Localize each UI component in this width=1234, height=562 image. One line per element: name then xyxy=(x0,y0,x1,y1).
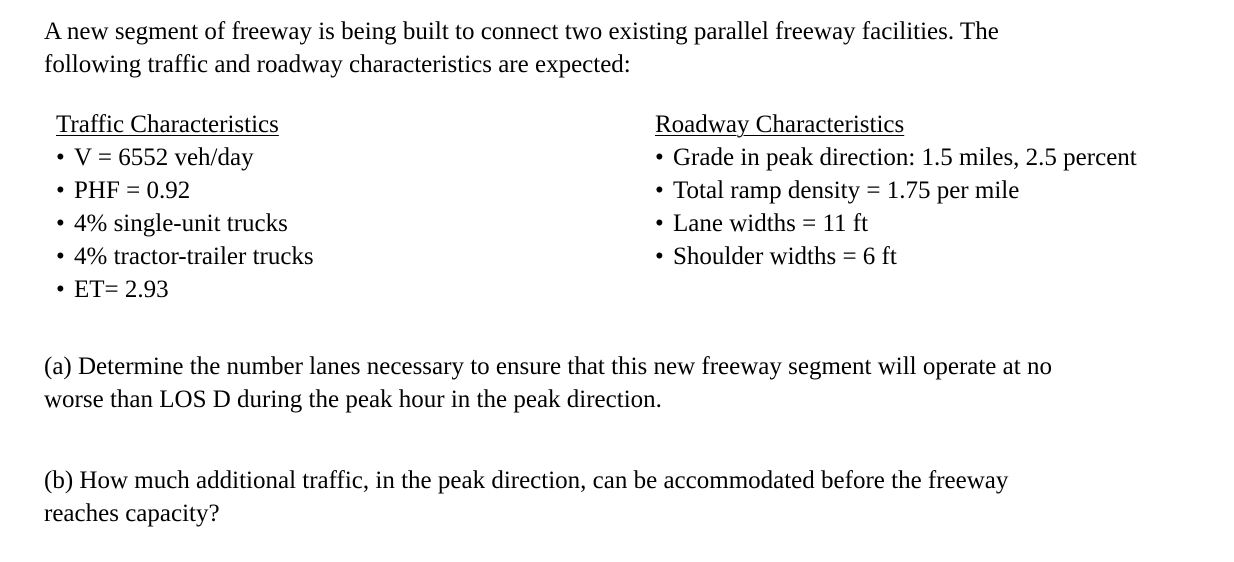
bullet-icon: • xyxy=(655,144,664,171)
list-item xyxy=(56,174,616,207)
list-item xyxy=(56,207,616,240)
roadway-characteristics-heading: Roadway Characteristics xyxy=(655,111,905,138)
intro-line-2: following traffic and roadway characteristics are expected: xyxy=(44,51,631,78)
bullet-icon: • xyxy=(56,144,65,171)
question-b-line-1: (b) How much additional traffic, in the peak direction, can be accommodated before the freeway xyxy=(44,467,1009,494)
list-item xyxy=(655,174,1225,207)
roadway-grade: Grade in peak direction: 1.5 miles, 2.5 percent xyxy=(673,144,1137,171)
roadway-shoulder-widths: Shoulder widths = 6 ft xyxy=(673,243,897,270)
bullet-icon: • xyxy=(56,177,65,204)
bullet-icon: • xyxy=(655,177,664,204)
question-a xyxy=(44,350,1214,416)
bullet-icon: • xyxy=(56,243,65,270)
intro-line-1: A new segment of freeway is being built to connect two existing parallel freeway facilities. The xyxy=(44,18,999,45)
roadway-characteristics-column xyxy=(655,108,1225,273)
bullet-icon: • xyxy=(655,243,664,270)
roadway-lane-widths: Lane widths = 11 ft xyxy=(673,210,869,237)
traffic-volume: V = 6552 veh/day xyxy=(74,144,254,171)
list-item xyxy=(56,273,616,306)
bullet-icon: • xyxy=(56,276,65,303)
traffic-characteristics-list xyxy=(56,141,616,306)
traffic-et: ET= 2.93 xyxy=(74,276,169,303)
list-item xyxy=(655,141,1225,174)
intro-paragraph xyxy=(44,15,1214,81)
traffic-single-unit-trucks: 4% single-unit trucks xyxy=(74,210,288,237)
traffic-characteristics-column xyxy=(56,108,616,306)
question-b-line-2: reaches capacity? xyxy=(44,500,220,527)
list-item xyxy=(56,240,616,273)
roadway-characteristics-list xyxy=(655,141,1225,273)
question-a-line-2: worse than LOS D during the peak hour in the peak direction. xyxy=(44,386,662,413)
traffic-phf: PHF = 0.92 xyxy=(74,177,191,204)
list-item xyxy=(56,141,616,174)
question-a-line-1: (a) Determine the number lanes necessary to ensure that this new freeway segment will operate at no xyxy=(44,353,1052,380)
bullet-icon: • xyxy=(56,210,65,237)
bullet-icon: • xyxy=(655,210,664,237)
roadway-ramp-density: Total ramp density = 1.75 per mile xyxy=(673,177,1020,204)
question-b xyxy=(44,464,1214,530)
traffic-characteristics-heading: Traffic Characteristics xyxy=(56,111,279,138)
list-item xyxy=(655,240,1225,273)
list-item xyxy=(655,207,1225,240)
traffic-tractor-trailer-trucks: 4% tractor-trailer trucks xyxy=(74,243,314,270)
